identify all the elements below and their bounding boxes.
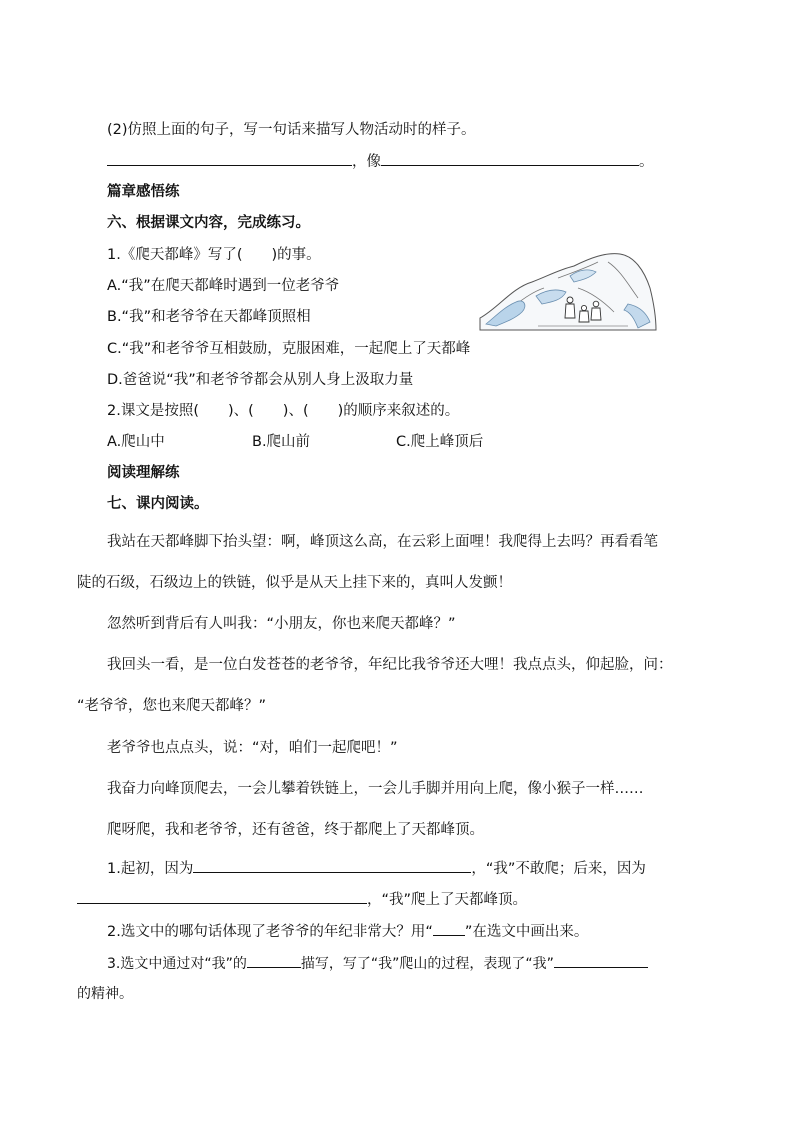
reading-question-1: 1.起初，因为 ，“我”不敢爬；后来，因为 (107, 857, 646, 879)
option-b: B.“我”和老爷爷在天都峰顶照相 (107, 309, 311, 325)
question-1: 1.《爬天都峰》写了( )的事。 (107, 247, 321, 263)
passage-line: 我回头一看，是一位白发苍苍的老爷爷，年纪比我爷爷还大哩！我点点头，仰起脸，问： (107, 657, 673, 673)
reading-question-3-cont: 的精神。 (77, 986, 133, 1002)
passage-line: 我站在天都峰脚下抬头望：啊，峰顶这么高，在云彩上面哩！我爬得上去吗？再看看笔 (107, 534, 658, 550)
reading-question-2: 2.选文中的哪句话体现了老爷爷的年纪非常大？用“ ”在选文中画出来。 (107, 920, 588, 942)
answer-blank[interactable] (77, 888, 367, 904)
order-choice-b: B.爬山前 (252, 434, 311, 450)
question-title: 六、根据课文内容，完成练习。 (107, 215, 310, 231)
answer-blank[interactable] (107, 150, 352, 166)
answer-blank[interactable] (554, 952, 648, 968)
passage-line: “老爷爷，您也来爬天都峰？” (77, 698, 267, 714)
option-d: D.爸爸说“我”和老爷爷都会从别人身上汲取力量 (107, 372, 414, 388)
passage-line: 老爷爷也点点头，说：“对，咱们一起爬吧！” (107, 740, 398, 756)
mountain-climbing-illustration (478, 248, 658, 332)
answer-blank[interactable] (193, 857, 471, 873)
order-choice-c: C.爬上峰顶后 (396, 434, 484, 450)
imitate-prompt: (2)仿照上面的句子，写一句话来描写人物活动时的样子。 (107, 122, 476, 138)
underline-mark-sample (433, 920, 465, 936)
answer-blank[interactable] (247, 952, 301, 968)
reading-question-1-cont: ，“我”爬上了天都峰顶。 (77, 888, 527, 910)
section-heading: 篇章感悟练 (107, 184, 180, 200)
answer-blank[interactable] (381, 150, 639, 166)
section-heading: 阅读理解练 (107, 465, 180, 481)
question-title: 七、课内阅读。 (107, 496, 209, 512)
passage-line: 陡的石级，石级边上的铁链，似乎是从天上挂下来的，真叫人发颤！ (77, 575, 512, 591)
reading-question-3: 3.选文中通过对“我”的 描写，写了“我”爬山的过程，表现了“我” (107, 952, 648, 974)
passage-line: 忽然听到背后有人叫我：“小朋友，你也来爬天都峰？” (107, 616, 456, 632)
question-2: 2.课文是按照( )、( )、( )的顺序来叙述的。 (107, 403, 460, 419)
imitate-answer-line: ，像 。 (107, 150, 654, 172)
passage-line: 爬呀爬，我和老爷爷，还有爸爸，终于都爬上了天都峰顶。 (107, 822, 484, 838)
order-choice-a: A.爬山中 (107, 434, 165, 450)
option-c: C.“我”和老爷爷互相鼓励，克服困难，一起爬上了天都峰 (107, 341, 471, 357)
passage-line: 我奋力向峰顶爬去，一会儿攀着铁链上，一会儿手脚并用向上爬，像小猴子一样…… (107, 781, 644, 797)
option-a: A.“我”在爬天都峰时遇到一位老爷爷 (107, 278, 340, 294)
